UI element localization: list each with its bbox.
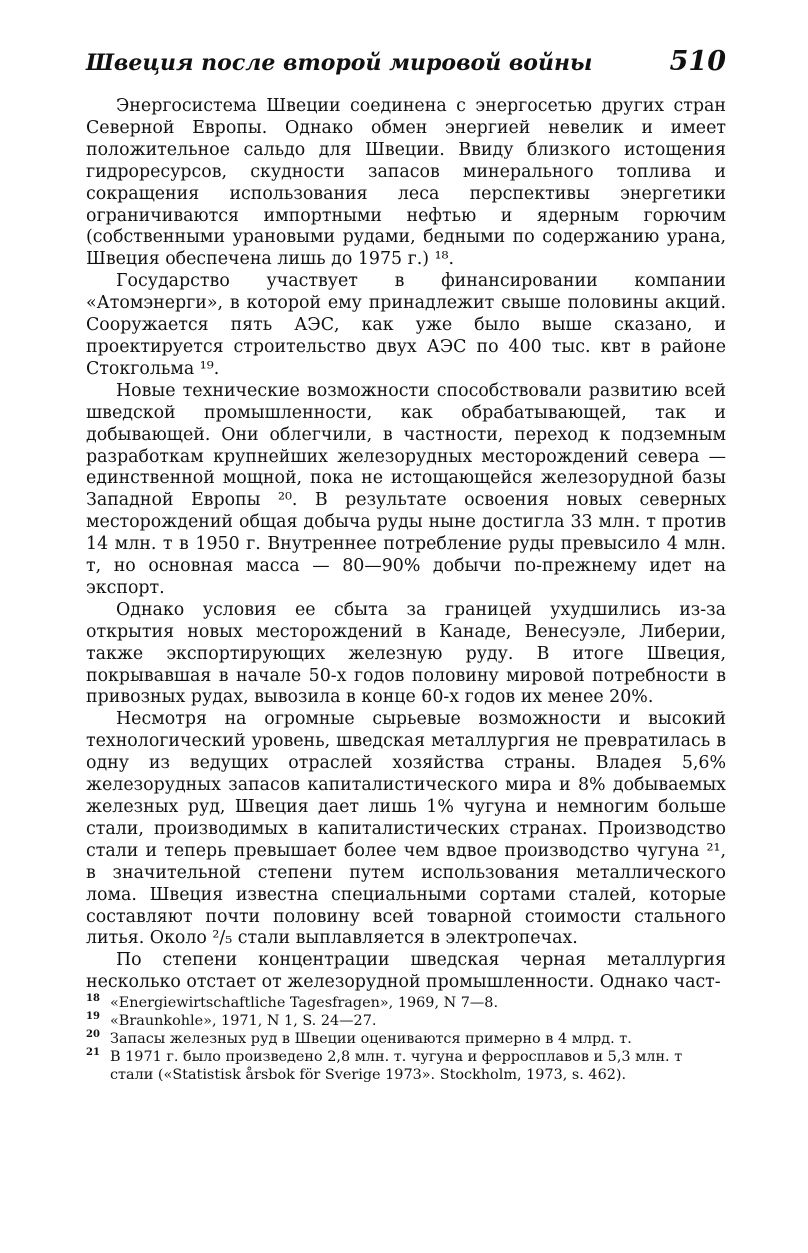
page-number: 510 [669,46,726,77]
footnote-number: 19 [86,1011,100,1022]
footnote [86,1012,726,1030]
footnote-text: Запасы железных руд в Швеции оцениваются примерно в 4 млрд. т. [110,1031,632,1047]
paragraph: Однако условия ее сбыта за границей ухудшились из-за открытия новых месторождений в Канаде, Венесуэле, Либерии, также экспортирующих железную руду. В итоге Швеция, покрывавшая в начале 50-х годов половину мировой потребности в привозных рудах, вывозила в конце 60-х годов их менее 20%. [86,599,726,708]
paragraph: По степени концентрации шведская черная металлургия несколько отстает от железорудной промышленности. Однако част- [86,950,726,993]
footnote-number: 18 [86,993,100,1004]
footnote-text: «Energiewirtschaftliche Tagesfragen», 1969, N 7—8. [110,995,499,1011]
footnote [86,1048,726,1084]
page-header [86,46,726,82]
running-title: Швеция после второй мировой войны [86,50,593,76]
footnote-number: 20 [86,1029,100,1040]
main-text [86,96,726,994]
footnote-text: «Braunkohle», 1971, N 1, S. 24—27. [110,1013,377,1029]
footnote-number: 21 [86,1047,100,1058]
footnote [86,1030,726,1048]
footnotes [86,994,726,1084]
paragraph: Несмотря на огромные сырьевые возможности и высокий технологический уровень, шведская металлургия не превратилась в одну из ведущих отраслей хозяйства страны. Владея 5,6% железорудных запасов капиталистического мира и 8% добываемых железных руд, Швеция дает лишь 1% чугуна и немногим больше стали, производимых в капиталистических странах. Производство стали и теперь превышает более чем вдвое производство чугуна ²¹, в значительной степени путем использования металлического лома. Швеция известна специальными сортами сталей, которые составляют почти половину всей товарной стоимости стального литья. Около ²/₅ стали выплавляется в электропечах. [86,709,726,949]
footnote [86,994,726,1012]
footnote-text: В 1971 г. было произведено 2,8 млн. т. чугуна и ферросплавов и 5,3 млн. т стали («Statistisk årsbok för Sverige 1973». Stockholm, 1973, s. 462). [110,1049,683,1083]
paragraph: Энергосистема Швеции соединена с энергосетью других стран Северной Европы. Однако обмен энергией невелик и имеет положительное сальдо для Швеции. Ввиду близкого истощения гидроресурсов, скудности запасов минерального топлива и сокращения использования леса перспективы энергетики ограничиваются импортными нефтью и ядерным горючим (собственными урановыми рудами, бедными по содержанию урана, Швеция обеспечена лишь до 1975 г.) ¹⁸. [86,96,726,270]
paragraph: Новые технические возможности способствовали развитию всей шведской промышленности, как обрабатывающей, так и добывающей. Они облегчили, в частности, переход к подземным разработкам крупнейших железорудных месторождений севера — единственной мощной, пока не истощающейся железорудной базы Западной Европы ²⁰. В результате освоения новых северных месторождений общая добыча руды ныне достигла 33 млн. т против 14 млн. т в 1950 г. Внутреннее потребление руды превысило 4 млн. т, но основная масса — 80—90% добычи по-прежнему идет на экспорт. [86,380,726,598]
paragraph: Государство участвует в финансировании компании «Атомэнерги», в которой ему принадлежит свыше половины акций. Сооружается пять АЭС, как уже было выше сказано, и проектируется строительство двух АЭС по 400 тыс. квт в районе Стокгольма ¹⁹. [86,271,726,379]
